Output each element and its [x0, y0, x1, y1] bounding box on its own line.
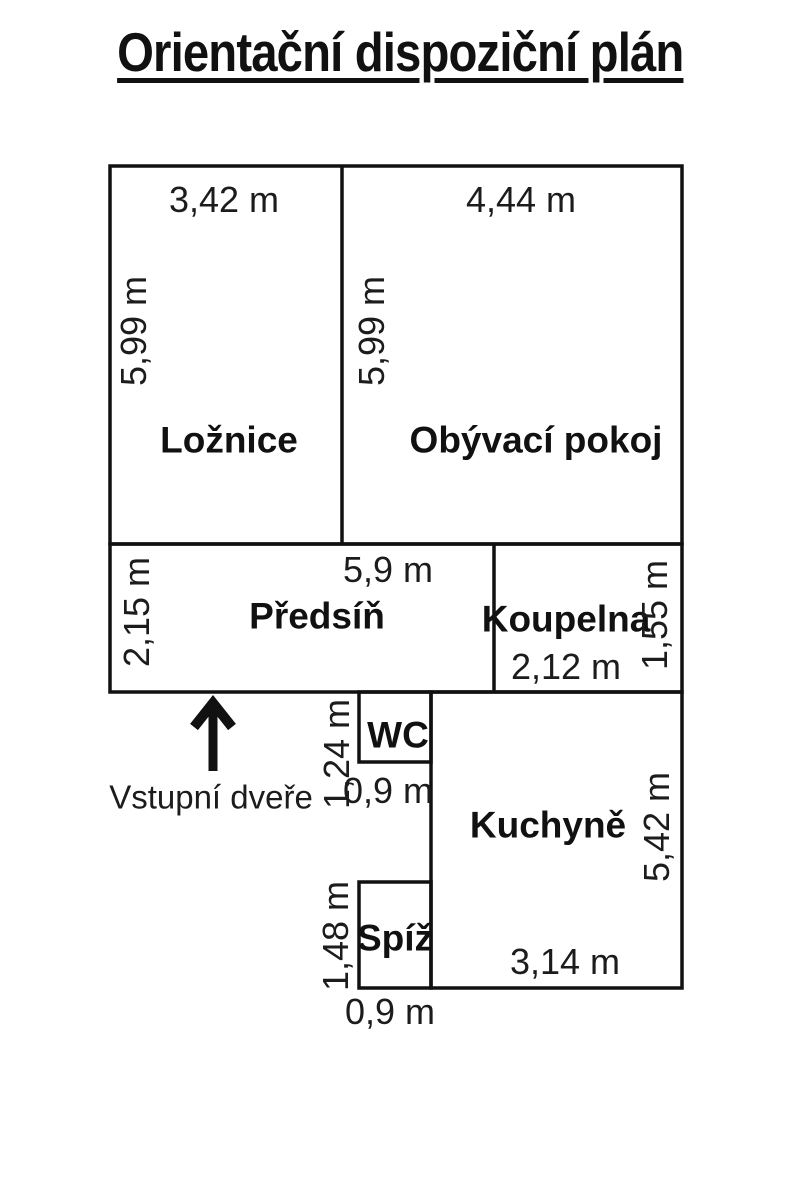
dim-obyvaci-height: 5,99 m — [351, 275, 392, 387]
dim-predsin-height: 2,15 m — [116, 556, 157, 668]
wall-upper-block — [110, 166, 682, 544]
room-label-kuchyne: Kuchyně — [469, 804, 627, 846]
dim-wc-width: 0,9 m — [342, 770, 434, 811]
room-label-predsin: Předsíň — [249, 595, 385, 637]
dim-spiz-width: 0,9 m — [344, 991, 436, 1032]
dim-kuchyne-width: 3,14 m — [509, 941, 621, 982]
dim-obyvaci-width: 4,44 m — [465, 179, 577, 220]
dim-loznice-height: 5,99 m — [113, 275, 154, 387]
room-label-wc: WC — [367, 714, 429, 756]
dim-koupelna-width: 2,12 m — [510, 646, 622, 687]
dim-kuchyne-height: 5,42 m — [636, 771, 677, 883]
dim-predsin-width: 5,9 m — [342, 549, 434, 590]
room-label-koupelna: Koupelna — [481, 598, 651, 640]
page-title-text: Orientační dispoziční plán — [116, 21, 684, 83]
room-label-obyvaci: Obývací pokoj — [409, 419, 663, 461]
entrance-arrow-icon — [194, 703, 232, 771]
entrance-door-label: Vstupní dveře — [109, 778, 313, 816]
dim-spiz-height: 1,48 m — [315, 880, 356, 992]
dim-koupelna-height: 1,55 m — [634, 559, 675, 671]
dim-wc-height: 1,24 m — [316, 698, 357, 810]
room-label-loznice: Ložnice — [160, 419, 298, 461]
dim-loznice-width: 3,42 m — [168, 179, 280, 220]
room-label-spiz: Spíž — [356, 917, 434, 959]
